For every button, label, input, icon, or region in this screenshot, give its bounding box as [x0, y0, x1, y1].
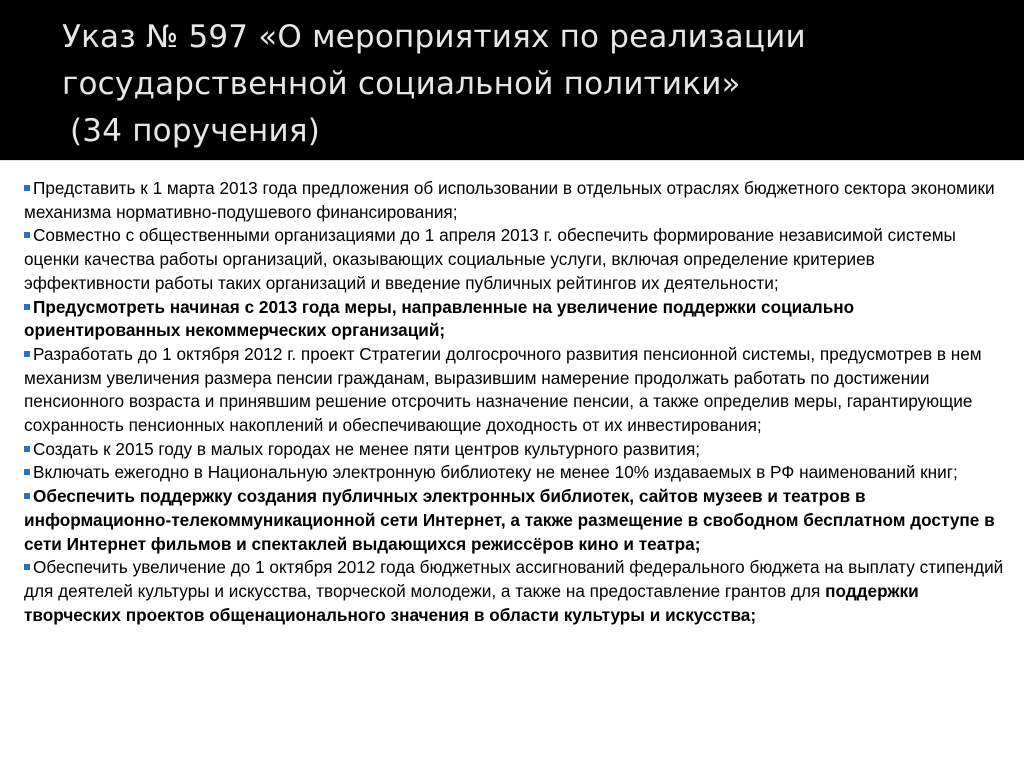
list-item-bold-text: поддержки творческих проектов общенационального значения в области культуры и искусства; — [24, 580, 919, 625]
slide-header — [0, 0, 1024, 160]
header-divider — [0, 160, 1024, 164]
slide-title — [62, 14, 1012, 155]
list-item-text: Обеспечить увеличение до 1 октября 2012 года бюджетных ассигнований федерального бюджета на выплату стипендий для деятелей культуры и искусства, творческой молодежи, а также на предоставление грантов для — [24, 557, 1004, 601]
list-item-text: Обеспечить поддержку создания публичных электронных библиотек, сайтов музеев и театров в информационно-телекоммуникационной сети Интернет, а также размещение в свободном бесплатном доступе в сети Интернет фильмов и спектаклей выдающихся режиссёров кино и театра; — [24, 486, 995, 554]
list-item-text: Совместно с общественными организациями до 1 апреля 2013 г. обеспечить формирование независимой системы оценки качества работы организаций, оказывающих социальные услуги, включая определение критериев эффективности работы таких организаций и введение публичных рейтингов их деятельности; — [24, 225, 956, 293]
list-item-text: Включать ежегодно в Национальную электронную библиотеку не менее 10% издаваемых в РФ наименований книг; — [33, 462, 958, 483]
title-line-2: государственной социальной политики» — [62, 66, 741, 102]
square-bullet-icon — [24, 351, 30, 357]
list-item — [24, 556, 1004, 627]
bullet-list — [24, 177, 1004, 627]
square-bullet-icon — [24, 232, 30, 238]
list-item — [24, 461, 1004, 485]
list-item-text: Разработать до 1 октября 2012 г. проект Стратегии долгосрочного развития пенсионной системы, предусмотрев в нем механизм увеличения размера пенсии гражданам, выразившим намерение продолжать работать по достижении пенсионного возраста и принявшим решение отсрочить назначение пенсии, а также определив меры, гарантирующие сохранность пенсионных накоплений и обеспечивающие доходность от их инвестирования; — [24, 343, 982, 436]
list-item — [24, 177, 1004, 224]
square-bullet-icon — [24, 564, 30, 570]
square-bullet-icon — [24, 493, 30, 499]
list-item — [24, 343, 1004, 438]
list-item — [24, 224, 1004, 295]
list-item-text: Представить к 1 марта 2013 года предложения об использовании в отдельных отраслях бюджетного сектора экономики механизма нормативно-подушевого финансирования; — [24, 178, 995, 222]
title-line-3: (34 поручения) — [70, 113, 320, 149]
list-item — [24, 438, 1004, 462]
list-item-text: Предусмотреть начиная с 2013 года меры, направленные на увеличение поддержки социально ориентированных некоммерческих организаций; — [24, 296, 855, 341]
square-bullet-icon — [24, 304, 30, 310]
list-item — [24, 485, 1004, 556]
square-bullet-icon — [24, 469, 30, 475]
square-bullet-icon — [24, 185, 30, 191]
list-item — [24, 296, 1004, 343]
list-item-text: Создать к 2015 году в малых городах не менее пяти центров культурного развития; — [33, 438, 701, 459]
square-bullet-icon — [24, 446, 30, 452]
title-line-1: Указ № 597 «О мероприятиях по реализации — [62, 19, 806, 55]
